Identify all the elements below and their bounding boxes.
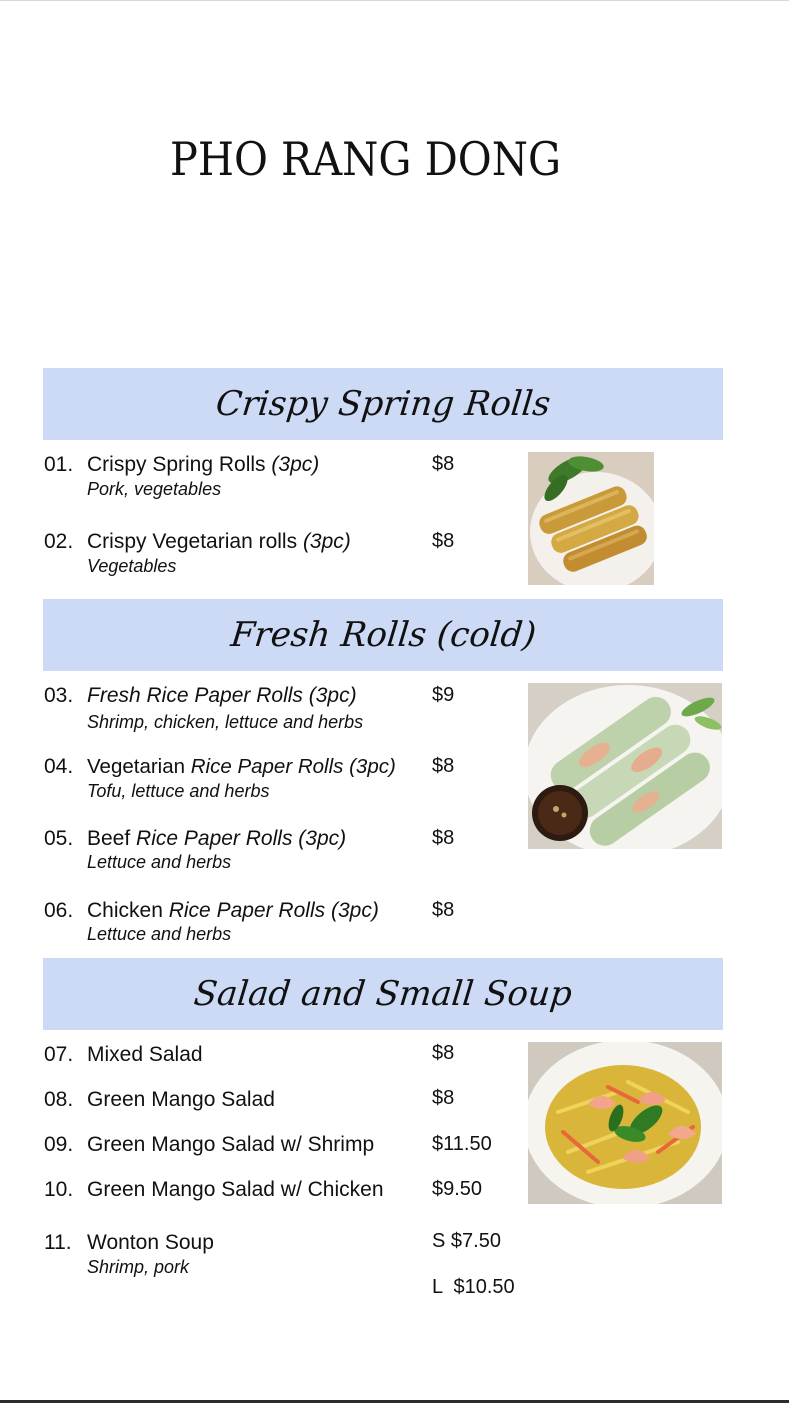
item-price: $8 — [432, 530, 455, 552]
section-heading: Crispy Spring Rolls — [213, 384, 553, 424]
item-description: Tofu, lettuce and herbs — [87, 781, 270, 801]
item-name: Mixed Salad — [87, 1043, 203, 1066]
item-description: Vegetables — [87, 556, 177, 576]
item-number: 11. — [44, 1231, 72, 1254]
item-description: Lettuce and herbs — [87, 924, 232, 944]
item-name: Chicken Rice Paper Rolls (3pc) — [87, 899, 379, 922]
item-number: 04. — [44, 755, 74, 778]
item-description: Pork, vegetables — [87, 479, 222, 499]
item-name: Fresh Rice Paper Rolls (3pc) — [87, 684, 357, 707]
item-price: $8 — [432, 755, 455, 777]
item-price-large: L $10.50 — [432, 1276, 515, 1298]
item-description: Lettuce and herbs — [87, 852, 232, 872]
section-heading: Fresh Rolls (cold) — [228, 615, 538, 655]
item-number: 01. — [44, 453, 74, 476]
item-price: $8 — [432, 453, 455, 475]
section-header-fresh-rolls — [43, 599, 723, 671]
fresh-rolls-photo — [528, 683, 722, 849]
item-number: 10. — [44, 1178, 74, 1201]
item-number: 09. — [44, 1133, 74, 1156]
item-price: $9 — [432, 684, 455, 706]
top-border — [0, 0, 789, 1]
item-name: Wonton Soup — [87, 1231, 214, 1254]
item-name: Green Mango Salad — [87, 1088, 275, 1111]
item-number: 03. — [44, 684, 74, 707]
item-number: 05. — [44, 827, 74, 850]
item-description: Shrimp, pork — [87, 1257, 190, 1277]
item-number: 08. — [44, 1088, 74, 1111]
item-price: $9.50 — [432, 1178, 483, 1200]
section-header-salad-and-small-soup — [43, 958, 723, 1030]
section-heading: Salad and Small Soup — [191, 974, 575, 1014]
item-price: $8 — [432, 1087, 455, 1109]
spring-rolls-photo — [528, 452, 654, 585]
item-name: Crispy Spring Rolls (3pc) — [87, 453, 320, 476]
item-name: Vegetarian Rice Paper Rolls (3pc) — [87, 755, 396, 778]
item-name: Green Mango Salad w/ Chicken — [87, 1178, 384, 1201]
item-price: $8 — [432, 1042, 455, 1064]
restaurant-title: PHO RANG DONG — [170, 132, 562, 186]
item-name: Green Mango Salad w/ Shrimp — [87, 1133, 375, 1156]
section-header-crispy-spring-rolls — [43, 368, 723, 440]
item-name: Crispy Vegetarian rolls (3pc) — [87, 530, 351, 553]
item-number: 07. — [44, 1043, 74, 1066]
item-price: $11.50 — [432, 1133, 492, 1155]
item-number: 06. — [44, 899, 74, 922]
item-name: Beef Rice Paper Rolls (3pc) — [87, 827, 347, 850]
item-price-small: S $7.50 — [432, 1230, 501, 1252]
item-number: 02. — [44, 530, 74, 553]
mango-salad-photo — [528, 1042, 722, 1204]
item-price: $8 — [432, 899, 455, 921]
item-description: Shrimp, chicken, lettuce and herbs — [87, 712, 364, 732]
item-price: $8 — [432, 827, 455, 849]
